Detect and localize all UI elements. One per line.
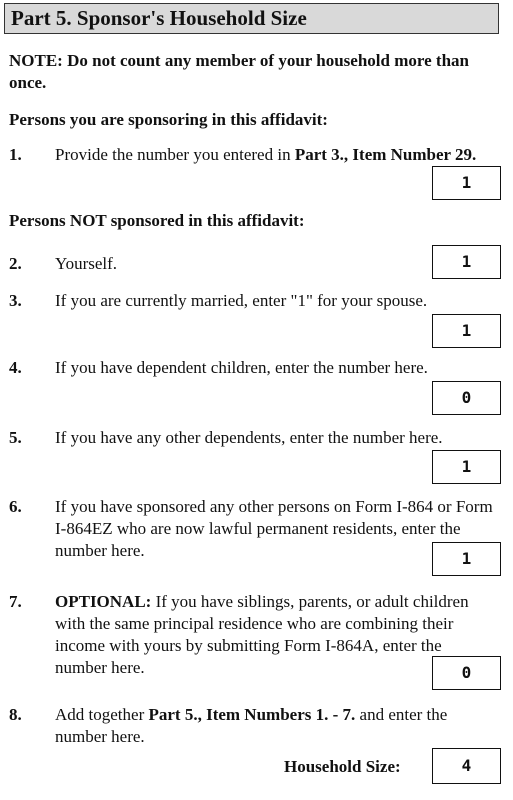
item-7-text: OPTIONAL: If you have siblings, parents, or adult children with the same principal residence who are combining their income with yours by submitting Form I-864A, enter the number here.	[55, 592, 469, 677]
item-3-field[interactable]: 1	[432, 314, 501, 348]
item-3-text: If you are currently married, enter "1" for your spouse.	[55, 291, 428, 310]
item-6-number: 6.	[9, 497, 22, 516]
item-5-field[interactable]: 1	[432, 450, 501, 484]
not-sponsored-heading: Persons NOT sponsored in this affidavit:	[9, 211, 305, 230]
note-text: NOTE: Do not count any member of your household more than once.	[9, 51, 469, 92]
sponsored-heading: Persons you are sponsoring in this affidavit:	[9, 110, 328, 129]
item-6-field[interactable]: 1	[432, 542, 501, 576]
part-5-title: Part 5. Sponsor's Household Size	[11, 6, 307, 30]
item-5-number: 5.	[9, 428, 22, 447]
item-4-number: 4.	[9, 358, 22, 377]
item-1-text: Provide the number you entered in Part 3., Item Number 29.	[55, 145, 477, 164]
item-6-text: If you have sponsored any other persons on Form I-864 or Form I-864EZ who are now lawful permanent residents, enter the number here.	[55, 497, 493, 560]
item-2-text: Yourself.	[55, 254, 118, 273]
part-5-header	[4, 3, 499, 34]
item-8-text: Add together Part 5., Item Numbers 1. - 7. and enter the number here.	[55, 705, 448, 746]
household-size-field[interactable]: 4	[432, 748, 501, 784]
item-4-field[interactable]: 0	[432, 381, 501, 415]
household-size-label: Household Size:	[284, 757, 401, 776]
item-5-text: If you have any other dependents, enter the number here.	[55, 428, 443, 447]
item-8-number: 8.	[9, 705, 22, 724]
item-7-field[interactable]: 0	[432, 656, 501, 690]
item-1-number: 1.	[9, 145, 22, 164]
item-2-field[interactable]: 1	[432, 245, 501, 279]
item-7-number: 7.	[9, 592, 22, 611]
item-3-number: 3.	[9, 291, 22, 310]
item-1-field[interactable]: 1	[432, 166, 501, 200]
item-2-number: 2.	[9, 254, 22, 273]
item-4-text: If you have dependent children, enter the number here.	[55, 358, 428, 377]
